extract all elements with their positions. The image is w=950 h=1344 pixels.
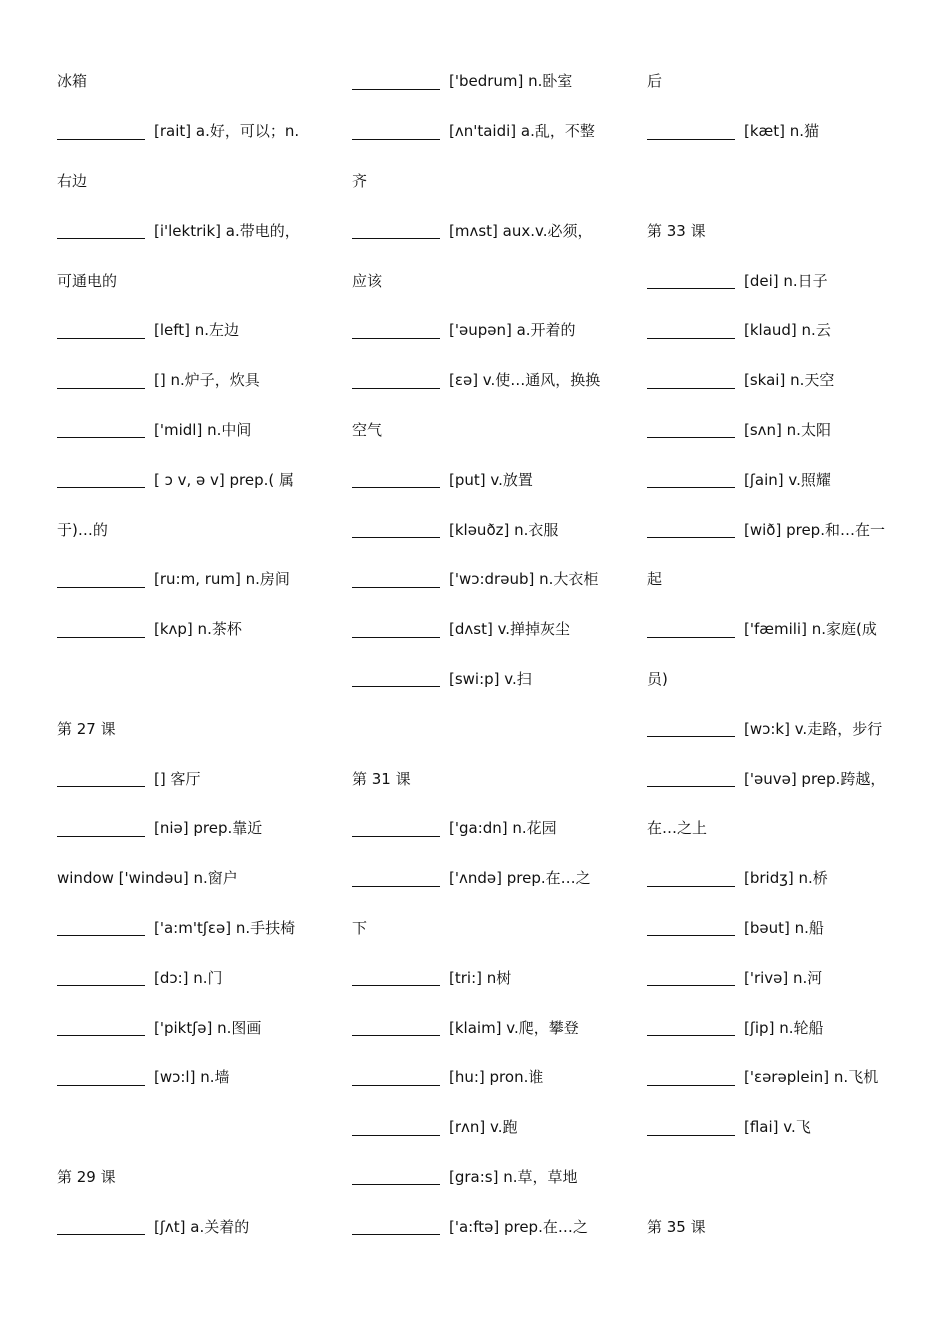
answer-blank[interactable] [352, 337, 440, 339]
entry-text: [klaim] v.爬，攀登 [449, 1018, 579, 1037]
answer-blank[interactable] [57, 436, 145, 438]
vocab-entry [57, 355, 327, 405]
vocab-entry [352, 654, 622, 704]
vocab-entry [647, 305, 917, 355]
vocab-entry [647, 504, 917, 554]
answer-blank[interactable] [57, 785, 145, 787]
vocab-entry [352, 504, 622, 554]
entry-text: [i'lektrik] a.带电的， [154, 221, 300, 240]
line-text: 第 35 课 [647, 1217, 706, 1236]
text-line [647, 1201, 917, 1251]
line-text: 第 33 课 [647, 221, 706, 240]
text-line [352, 703, 622, 753]
vocab-entry [57, 1002, 327, 1052]
text-line [647, 554, 917, 604]
line-text: 在…之上 [647, 819, 708, 838]
answer-blank[interactable] [57, 1034, 145, 1036]
answer-blank[interactable] [647, 287, 735, 289]
vocab-entry [57, 803, 327, 853]
vocab-entry [352, 952, 622, 1002]
vocab-entry [57, 1201, 327, 1251]
answer-blank[interactable] [352, 835, 440, 837]
line-text: 应该 [352, 271, 383, 290]
answer-blank[interactable] [647, 785, 735, 787]
text-line [352, 405, 622, 455]
text-line [647, 156, 917, 206]
answer-blank[interactable] [647, 636, 735, 638]
line-text: 起 [647, 570, 663, 589]
entry-text: [flai] v.飞 [744, 1118, 811, 1137]
vocab-entry [352, 554, 622, 604]
answer-blank[interactable] [352, 138, 440, 140]
answer-blank[interactable] [647, 735, 735, 737]
entry-text: [left] n.左边 [154, 321, 240, 340]
vocab-entry [647, 903, 917, 953]
text-line [57, 255, 327, 305]
entry-text: ['rivə] n.河 [744, 968, 823, 987]
answer-blank[interactable] [647, 337, 735, 339]
vocab-entry [57, 952, 327, 1002]
entry-text: [wɔ:k] v.走路，步行 [744, 719, 883, 738]
entry-text: [] 客厅 [154, 769, 201, 788]
answer-blank[interactable] [352, 1084, 440, 1086]
entry-text: [kləuðz] n.衣服 [449, 520, 559, 539]
answer-blank[interactable] [647, 536, 735, 538]
answer-blank[interactable] [57, 636, 145, 638]
vocab-entry [647, 604, 917, 654]
entry-text: [swi:p] v.扫 [449, 669, 532, 688]
entry-text: [dei] n.日子 [744, 271, 828, 290]
answer-blank[interactable] [57, 934, 145, 936]
entry-text: ['ga:dn] n.花园 [449, 819, 557, 838]
entry-text: [kʌp] n.茶杯 [154, 620, 242, 639]
vocab-entry [647, 1002, 917, 1052]
entry-text: [] n.炉子，炊具 [154, 371, 260, 390]
line-text: 右边 [57, 171, 88, 190]
line-text: 第 27 课 [57, 719, 116, 738]
line-text: 空气 [352, 420, 383, 439]
answer-blank[interactable] [352, 1034, 440, 1036]
text-line [647, 654, 917, 704]
entry-text: ['a:m'tʃɛə] n.手扶椅 [154, 918, 296, 937]
entry-text: [wɔ:l] n.墙 [154, 1068, 230, 1087]
vocab-entry [57, 106, 327, 156]
entry-text: [ru:m, rum] n.房间 [154, 570, 290, 589]
text-line [352, 903, 622, 953]
vocab-entry [647, 106, 917, 156]
entry-text: [bəut] n.船 [744, 918, 824, 937]
line-text: 下 [352, 918, 368, 937]
entry-text: ['bedrum] n.卧室 [449, 72, 573, 91]
entry-text: ['wɔ:drəub] n.大衣柜 [449, 570, 599, 589]
vocab-entry [647, 1102, 917, 1152]
text-line [647, 205, 917, 255]
entry-text: ['fæmili] n.家庭(成 [744, 620, 877, 639]
entry-text: ['ʌndə] prep.在…之 [449, 869, 591, 888]
text-line [57, 1152, 327, 1202]
answer-blank[interactable] [57, 1233, 145, 1235]
entry-text: [mʌst] aux.v.必须， [449, 221, 593, 240]
text-line [57, 1102, 327, 1152]
answer-blank[interactable] [57, 586, 145, 588]
text-line [352, 156, 622, 206]
vocab-entry [57, 454, 327, 504]
vocab-entry [352, 305, 622, 355]
column-1 [57, 56, 327, 1251]
entry-text: [gra:s] n.草，草地 [449, 1167, 578, 1186]
vocab-entry [647, 255, 917, 305]
vocab-entry [352, 1102, 622, 1152]
line-text: 第 31 课 [352, 769, 411, 788]
answer-blank[interactable] [352, 237, 440, 239]
answer-blank[interactable] [647, 436, 735, 438]
vocab-entry [647, 753, 917, 803]
vocab-entry [57, 1052, 327, 1102]
entry-text: [tri:] n树 [449, 968, 512, 987]
answer-blank[interactable] [647, 387, 735, 389]
vocab-entry [352, 803, 622, 853]
column-3 [647, 56, 917, 1251]
vocab-entry [647, 454, 917, 504]
answer-blank[interactable] [352, 88, 440, 90]
entry-text: [bridʒ] n.桥 [744, 869, 828, 888]
vocab-entry [352, 604, 622, 654]
answer-blank[interactable] [647, 1084, 735, 1086]
answer-blank[interactable] [352, 536, 440, 538]
answer-blank[interactable] [352, 1233, 440, 1235]
entry-text: [dɔ:] n.门 [154, 968, 223, 987]
answer-blank[interactable] [57, 1084, 145, 1086]
entry-text: [sʌn] n.太阳 [744, 420, 831, 439]
answer-blank[interactable] [647, 1034, 735, 1036]
line-text: 可通电的 [57, 271, 118, 290]
entry-text: ['a:ftə] prep.在…之 [449, 1217, 588, 1236]
answer-blank[interactable] [57, 237, 145, 239]
entry-text: [ʌn'taidi] a.乱，不整 [449, 122, 595, 141]
text-line [57, 56, 327, 106]
vocab-entry [647, 952, 917, 1002]
vocab-entry [647, 405, 917, 455]
text-line [352, 255, 622, 305]
entry-text: [klaud] n.云 [744, 321, 831, 340]
vocab-entry [352, 56, 622, 106]
line-text: 员) [647, 669, 668, 688]
line-text: 于)…的 [57, 520, 108, 539]
entry-text: [hu:] pron.谁 [449, 1068, 544, 1087]
vocab-entry [57, 205, 327, 255]
vocab-entry [352, 1152, 622, 1202]
answer-blank[interactable] [352, 586, 440, 588]
answer-blank[interactable] [57, 337, 145, 339]
vocab-entry [57, 405, 327, 455]
entry-text: [put] v.放置 [449, 470, 533, 489]
answer-blank[interactable] [647, 934, 735, 936]
entry-text: [skai] n.天空 [744, 371, 835, 390]
entry-text: [ʃʌt] a.关着的 [154, 1217, 250, 1236]
line-text: 冰箱 [57, 72, 88, 91]
text-line [57, 654, 327, 704]
answer-blank[interactable] [352, 486, 440, 488]
answer-blank[interactable] [57, 835, 145, 837]
entry-text: [kæt] n.猫 [744, 122, 820, 141]
answer-blank[interactable] [352, 984, 440, 986]
answer-blank[interactable] [647, 885, 735, 887]
entry-text: [rait] a.好，可以；n. [154, 122, 300, 141]
text-line [57, 504, 327, 554]
vocab-entry [57, 554, 327, 604]
text-line [57, 156, 327, 206]
entry-text: [wið] prep.和…在一 [744, 520, 885, 539]
answer-blank[interactable] [352, 1134, 440, 1136]
entry-text: [ ɔ v, ə v] prep.( 属 [154, 470, 295, 489]
line-text: 第 29 课 [57, 1167, 116, 1186]
entry-text: ['piktʃə] n.图画 [154, 1018, 262, 1037]
vocab-entry [352, 205, 622, 255]
answer-blank[interactable] [352, 387, 440, 389]
answer-blank[interactable] [352, 1183, 440, 1185]
line-text: 后 [647, 72, 663, 91]
vocab-entry [647, 853, 917, 903]
answer-blank[interactable] [352, 685, 440, 687]
entry-text: [ɛə] v.使…通风，换换 [449, 371, 601, 390]
vocab-entry [352, 1201, 622, 1251]
line-text: 齐 [352, 171, 368, 190]
text-line [57, 853, 327, 903]
text-line [57, 703, 327, 753]
column-2 [352, 56, 622, 1251]
answer-blank[interactable] [57, 387, 145, 389]
answer-blank[interactable] [647, 138, 735, 140]
line-text: window ['windəu] n.窗户 [57, 869, 238, 888]
text-line [647, 56, 917, 106]
vocab-entry [352, 853, 622, 903]
entry-text: [dʌst] v.掸掉灰尘 [449, 620, 571, 639]
vocab-entry [647, 355, 917, 405]
answer-blank[interactable] [352, 636, 440, 638]
vocab-entry [57, 305, 327, 355]
vocab-entry [647, 703, 917, 753]
answer-blank[interactable] [647, 1134, 735, 1136]
vocab-entry [352, 454, 622, 504]
entry-text: ['əupən] a.开着的 [449, 321, 576, 340]
vocab-entry [352, 1002, 622, 1052]
vocab-entry [352, 106, 622, 156]
text-line [647, 803, 917, 853]
vocab-entry [647, 1052, 917, 1102]
vocab-entry [57, 604, 327, 654]
entry-text: ['midl] n.中间 [154, 420, 252, 439]
answer-blank[interactable] [57, 138, 145, 140]
vocab-entry [352, 355, 622, 405]
answer-blank[interactable] [352, 885, 440, 887]
vocab-entry [57, 753, 327, 803]
entry-text: ['ɛərəplein] n.飞机 [744, 1068, 879, 1087]
answer-blank[interactable] [57, 984, 145, 986]
answer-blank[interactable] [647, 486, 735, 488]
entry-text: ['əuvə] prep.跨越， [744, 769, 886, 788]
text-line [647, 1152, 917, 1202]
entry-text: [niə] prep.靠近 [154, 819, 263, 838]
entry-text: [rʌn] v.跑 [449, 1118, 518, 1137]
entry-text: [ʃain] v.照耀 [744, 470, 831, 489]
vocab-entry [57, 903, 327, 953]
answer-blank[interactable] [647, 984, 735, 986]
entry-text: [ʃip] n.轮船 [744, 1018, 824, 1037]
text-line [352, 753, 622, 803]
vocab-entry [352, 1052, 622, 1102]
answer-blank[interactable] [57, 486, 145, 488]
